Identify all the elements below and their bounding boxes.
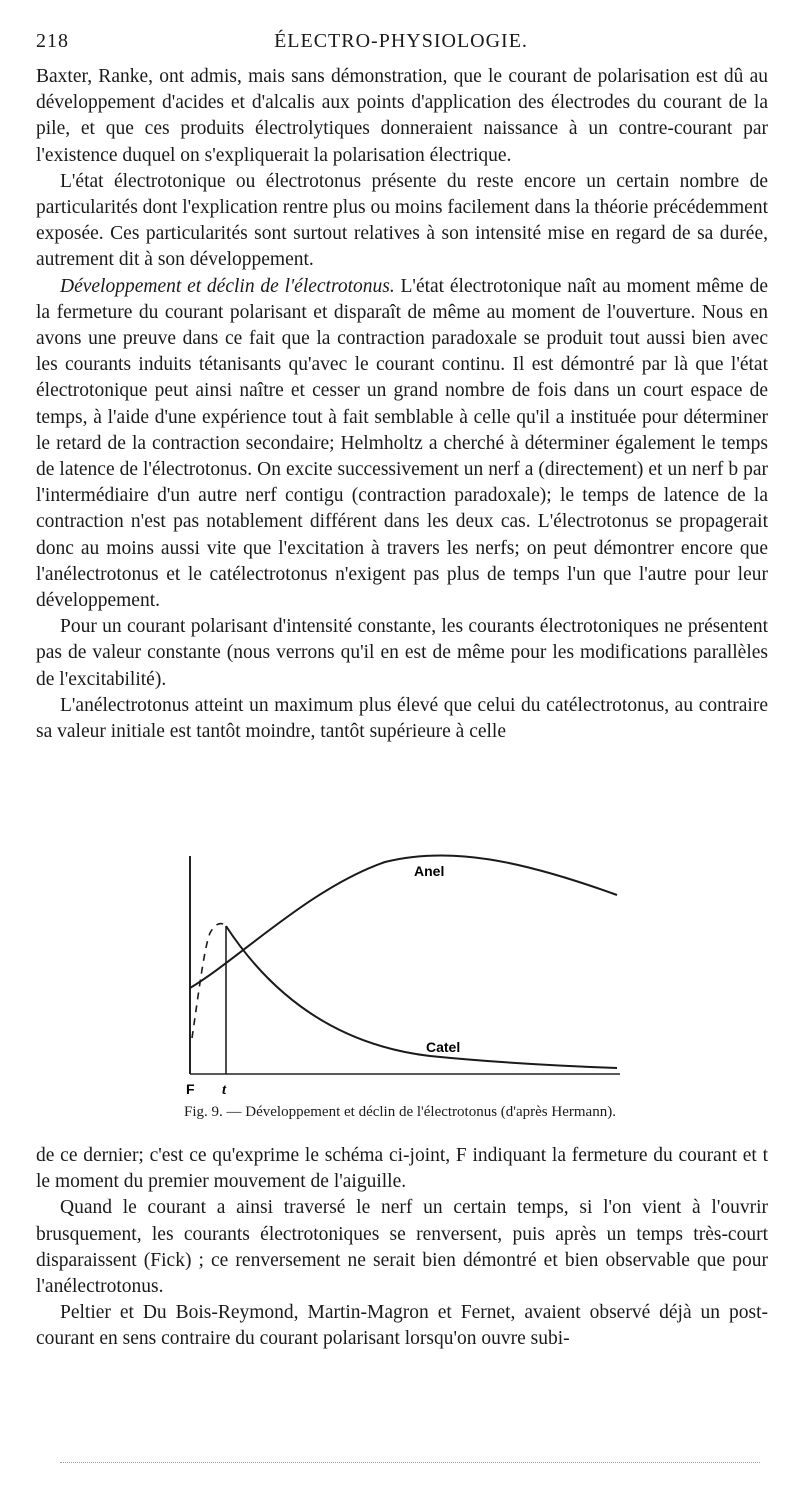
paragraph: Pour un courant polarisant d'intensité constante, les courants électrotoniques ne présentent pas de valeur constante (nous verrons qu'il en est de même pour les modifications parallèles de l'excitabilité). xyxy=(36,616,768,690)
paragraph: Baxter, Ranke, ont admis, mais sans démonstration, que le courant de polarisation est dû au développement d'acides et d'alcalis aux points d'application des électrodes du courant de la pile, et que ces produits électrolytiques donneraient naissance à un contre-courant par l'existence duquel on s'expliquerait la polarisation électrique. xyxy=(36,66,768,166)
paragraph-body: L'état électrotonique naît au moment même de la fermeture du courant polarisant et disparaît de même au moment de l'ouverture. Nous en avons une preuve dans ce fait que la contraction paradoxale se produit tout aussi bien avec les courants induits tétanisants qu'avec le courant continu. Il est démontré par là que l'état électrotonique peut ainsi naître et cesser un grand nombre de fois dans un court espace de temps, à l'aide d'une expérience tout à fait semblable à celle qu'il a instituée pour déterminer le retard de la contraction secondaire; Helmholtz a cherché à déterminer également le temps de latence de l'électrotonus. On excite successivement un nerf a (directement) et un nerf b par l'intermédiaire d'un autre nerf contigu (contraction paradoxale); le temps de latence de la contraction n'est pas notablement différent dans les deux cas. L'électrotonus se propagerait donc au moins aussi vite que l'excitation à travers les nerfs; on peut démontrer encore que l'anélectrotonus et le catélectrotonus n'exigent pas plus de temps l'un que l'autre pour leur développement. xyxy=(36,275,768,612)
catel-curve xyxy=(226,926,617,1068)
label-t: t xyxy=(222,1082,227,1098)
label-anel: Anel xyxy=(414,863,445,879)
paragraph: Peltier et Du Bois-Reymond, Martin-Magron et Fernet, avaient observé déjà un post-courant en sens contraire du courant polarisant lorsqu'on ouvre subi- xyxy=(36,1302,768,1350)
page-number: 218 xyxy=(36,30,69,52)
dashed-rise-curve xyxy=(192,924,226,1038)
label-F: F xyxy=(186,1081,195,1097)
running-title: ÉLECTRO-PHYSIOLOGIE. xyxy=(274,30,528,52)
footer-rule xyxy=(60,1462,760,1463)
paragraph: L'état électrotonique ou électrotonus présente du reste encore un certain nombre de particularités dont l'explication rentre plus ou moins facilement dans la théorie précédemment exposée. Ces particularités sont surtout relatives à son intensité mise en regard de sa durée, autrement dit à son développement. xyxy=(36,170,768,271)
body-text-bottom xyxy=(36,1143,768,1353)
figure-electrotonus-diagram xyxy=(180,848,640,1098)
label-catel: Catel xyxy=(426,1039,461,1055)
paragraph: L'anélectrotonus atteint un maximum plus élevé que celui du catélectrotonus, au contraire sa valeur initiale est tantôt moindre, tantôt supérieure à celle xyxy=(36,694,768,743)
paragraph: de ce dernier; c'est ce qu'exprime le schéma ci-joint, F indiquant la fermeture du courant et t le moment du premier mouvement de l'aiguille. xyxy=(36,1145,768,1193)
paragraph: Quand le courant a ainsi traversé le nerf un certain temps, si l'on vient à l'ouvrir brusquement, les courants électrotoniques se renversent, puis après un temps très-court disparaissent (Fick) ; ce renversement ne serait bien démontré et bien observable que pour l'anélectrotonus. xyxy=(36,1197,768,1298)
anel-curve xyxy=(190,855,617,988)
page-header xyxy=(36,30,766,58)
section-heading: Développement et déclin de l'électrotonus. xyxy=(60,275,395,297)
figure-caption: Fig. 9. — Développement et déclin de l'électrotonus (d'après Hermann). xyxy=(184,1104,616,1120)
electrotonus-diagram xyxy=(180,848,640,1098)
body-text-top xyxy=(36,64,768,745)
paragraph xyxy=(36,274,768,615)
